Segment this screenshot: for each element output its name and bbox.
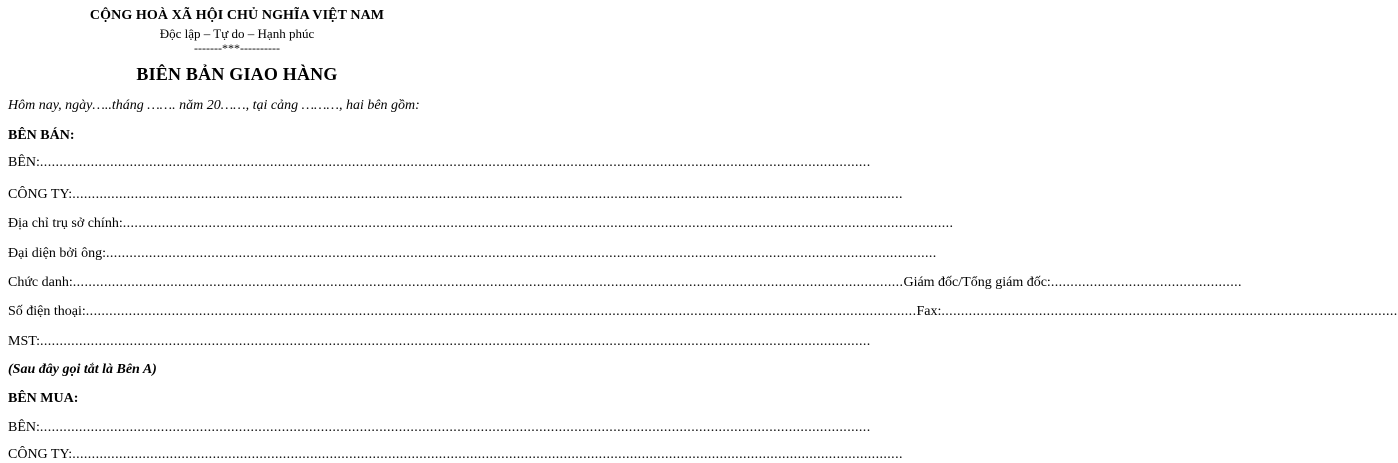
- seller-position-label: Chức danh:: [8, 275, 73, 290]
- national-motto: Độc lập – Tự do – Hạnh phúc: [159, 26, 315, 41]
- seller-address-blank: .....................................................................................................................................................................................................................: [122, 216, 954, 231]
- seller-tax-row: [8, 334, 871, 350]
- seller-phone-row: [8, 304, 1398, 320]
- intro-line: Hôm nay, ngày…..tháng ……. năm 20……, tại cảng ………, hai bên gồm:: [8, 98, 420, 113]
- seller-fax-blank: .....................................................................................................................: [941, 304, 1398, 319]
- buyer-party-blank: .....................................................................................................................................................................................................................: [39, 420, 871, 435]
- seller-director-blank: .................................................: [1050, 275, 1242, 290]
- seller-company-row: [8, 187, 903, 203]
- seller-party-row: [8, 155, 871, 171]
- buyer-party-row: [8, 420, 871, 436]
- header-separator: -------***----------: [194, 41, 280, 55]
- seller-address-row: [8, 216, 954, 232]
- seller-company-label: CÔNG TY:: [8, 187, 73, 202]
- seller-party-label: BÊN:: [8, 155, 40, 170]
- seller-heading: BÊN BÁN:: [8, 128, 75, 143]
- document-title: BIÊN BẢN GIAO HÀNG: [136, 64, 338, 84]
- buyer-party-label: BÊN:: [8, 420, 40, 435]
- seller-address-label: Địa chỉ trụ sở chính:: [8, 216, 123, 231]
- seller-director-label: Giám đốc/Tổng giám đốc:: [903, 275, 1051, 290]
- seller-position-blank: .....................................................................................................................................................................................................................: [72, 275, 904, 290]
- seller-rep-blank: .....................................................................................................................................................................................................................: [106, 246, 937, 261]
- buyer-company-blank: .....................................................................................................................................................................................................................: [72, 447, 903, 462]
- seller-rep-label: Đại diện bởi ông:: [8, 246, 106, 261]
- seller-note: (Sau đây gọi tắt là Bên A): [8, 362, 157, 377]
- seller-tax-blank: .....................................................................................................................................................................................................................: [39, 334, 871, 349]
- seller-position-row: [8, 275, 1242, 291]
- seller-company-blank: .....................................................................................................................................................................................................................: [72, 187, 903, 202]
- national-title: CỘNG HOÀ XÃ HỘI CHỦ NGHĨA VIỆT NAM: [89, 8, 385, 23]
- seller-rep-row: [8, 246, 937, 262]
- buyer-heading: BÊN MUA:: [8, 391, 79, 406]
- seller-phone-label: Số điện thoại:: [8, 304, 86, 319]
- seller-fax-label: Fax:: [916, 304, 942, 319]
- seller-party-blank: .....................................................................................................................................................................................................................: [39, 155, 871, 170]
- buyer-company-label: CÔNG TY:: [8, 447, 73, 462]
- seller-phone-blank: .....................................................................................................................................................................................................................: [85, 304, 917, 319]
- buyer-company-row: [8, 447, 903, 463]
- seller-tax-label: MST:: [8, 334, 40, 349]
